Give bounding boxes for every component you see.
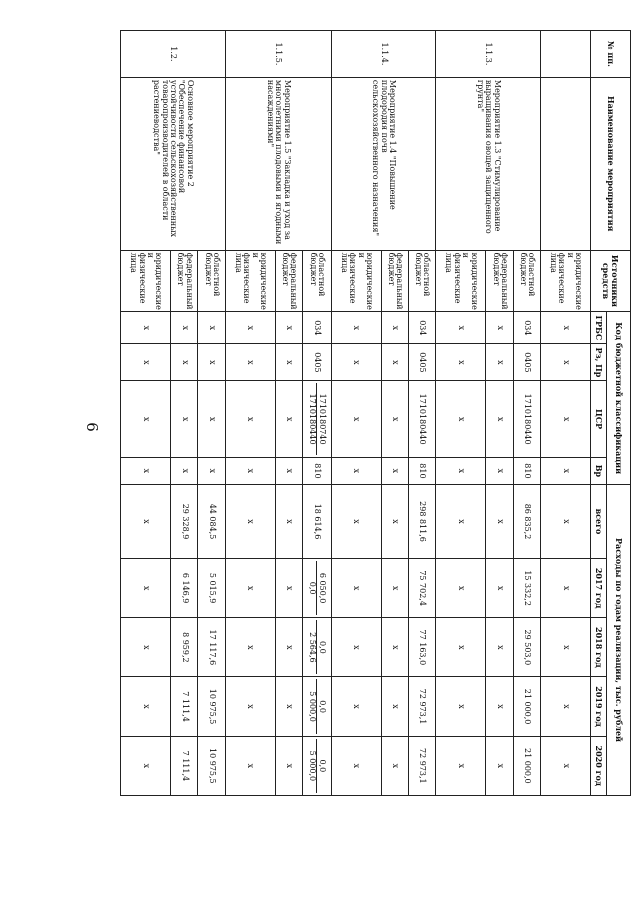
funding-source: федеральный бюджет bbox=[275, 250, 302, 312]
cell-y2019-line1: 0,0 bbox=[317, 700, 327, 713]
cell-y2018: x bbox=[381, 618, 408, 677]
cell-y2019: 7 111,4 bbox=[171, 677, 198, 736]
cell-vr: 810 bbox=[303, 457, 332, 484]
cell-total: x bbox=[225, 485, 275, 559]
header-rzpr: Рз, Пр bbox=[591, 344, 607, 381]
cell-y2017: 5 015,9 bbox=[198, 559, 225, 618]
cell-rzpr: 0405 bbox=[513, 344, 540, 381]
cell-y2017: 6 146,9 bbox=[171, 559, 198, 618]
cell-rzpr: x bbox=[540, 344, 590, 381]
cell-total: 44 084,5 bbox=[198, 485, 225, 559]
cell-csr: x bbox=[171, 381, 198, 457]
cell-grbs: x bbox=[381, 312, 408, 344]
cell-y2020: x bbox=[486, 736, 513, 795]
cell-csr: x bbox=[198, 381, 225, 457]
cell-y2018: x bbox=[486, 618, 513, 677]
cell-vr: x bbox=[198, 457, 225, 484]
cell-total: 86 835,2 bbox=[513, 485, 540, 559]
header-code: Код бюджетной классификации bbox=[607, 312, 631, 485]
cell-rzpr: 0405 bbox=[409, 344, 436, 381]
header-source: Источники средств bbox=[591, 250, 631, 312]
cell-grbs: x bbox=[198, 312, 225, 344]
cell-csr: 1710180440 bbox=[409, 381, 436, 457]
cell-y2017: x bbox=[486, 559, 513, 618]
cell-rzpr: 0405 bbox=[303, 344, 332, 381]
header-no: № пп. bbox=[591, 31, 631, 78]
cell-grbs: 034 bbox=[303, 312, 332, 344]
table-row bbox=[198, 31, 225, 796]
cell-csr: x bbox=[331, 381, 381, 457]
cell-rzpr: x bbox=[275, 344, 302, 381]
funding-source: юридические и физические лица bbox=[225, 250, 275, 312]
cell-csr: x bbox=[540, 381, 590, 457]
cell-total: x bbox=[121, 485, 171, 559]
cell-y2018-line2: 2 564,6 bbox=[308, 620, 317, 674]
cell-y2017: x bbox=[121, 559, 171, 618]
cell-y2017 bbox=[303, 559, 332, 618]
cell-vr: 810 bbox=[513, 457, 540, 484]
page-number: 6 bbox=[83, 422, 101, 432]
cell-csr: x bbox=[275, 381, 302, 457]
cell-csr-line2: 1710180440 bbox=[308, 383, 317, 454]
cell-y2020: x bbox=[381, 736, 408, 795]
cell-y2018: 77 163,0 bbox=[409, 618, 436, 677]
cell-y2020: 21 000,0 bbox=[513, 736, 540, 795]
funding-source: юридические и физические лица bbox=[331, 250, 381, 312]
rotated-table-container bbox=[120, 30, 631, 796]
funding-source: областной бюджет bbox=[513, 250, 540, 312]
cell-y2017: 75 702,4 bbox=[409, 559, 436, 618]
cell-rzpr: x bbox=[486, 344, 513, 381]
cell-total: 298 811,6 bbox=[409, 485, 436, 559]
cell-vr: 810 bbox=[409, 457, 436, 484]
cell-y2020: x bbox=[540, 736, 590, 795]
cell-y2020: 10 975,5 bbox=[198, 736, 225, 795]
measure-name: Мероприятие 1.3 "Стимулирование выращивания овощей защищенного грунта" bbox=[436, 77, 541, 250]
cell-y2019: x bbox=[275, 677, 302, 736]
cell-csr: 1710180440 bbox=[513, 381, 540, 457]
cell-csr: x bbox=[225, 381, 275, 457]
funding-source: федеральный бюджет bbox=[486, 250, 513, 312]
cell-vr: x bbox=[486, 457, 513, 484]
cell-y2018 bbox=[303, 618, 332, 677]
cell-csr: x bbox=[436, 381, 486, 457]
row-number: 1.1.5. bbox=[225, 31, 331, 78]
cell-csr bbox=[303, 381, 332, 457]
table-body bbox=[121, 31, 591, 796]
table-row bbox=[409, 31, 436, 796]
measure-name: Мероприятие 1.5 "Закладка и уход за многолетними плодовыми и ягодными насаждениями" bbox=[225, 77, 331, 250]
header-grbs: ГРБС bbox=[591, 312, 607, 344]
cell-y2020: x bbox=[121, 736, 171, 795]
cell-y2018: x bbox=[225, 618, 275, 677]
cell-y2020-line1: 0,0 bbox=[317, 759, 327, 773]
header-total: всего bbox=[591, 485, 607, 559]
funding-source: юридические и физические лица bbox=[540, 250, 590, 312]
header-expenses: Расходы по годам реализации, тыс. рублей bbox=[607, 485, 631, 796]
cell-y2018: x bbox=[540, 618, 590, 677]
funding-source: федеральный бюджет bbox=[171, 250, 198, 312]
cell-grbs: x bbox=[121, 312, 171, 344]
cell-rzpr: x bbox=[121, 344, 171, 381]
cell-total: x bbox=[436, 485, 486, 559]
header-name: Наименование мероприятия bbox=[591, 77, 631, 250]
cell-y2017-line2: 0,0 bbox=[308, 561, 317, 615]
cell-grbs: 034 bbox=[513, 312, 540, 344]
row-number bbox=[540, 31, 590, 78]
cell-rzpr: x bbox=[381, 344, 408, 381]
cell-y2017: x bbox=[331, 559, 381, 618]
cell-y2019-line2: 5 000,0 bbox=[308, 679, 317, 733]
header-vr: Вр bbox=[591, 457, 607, 484]
cell-y2018: x bbox=[121, 618, 171, 677]
cell-y2019: x bbox=[225, 677, 275, 736]
cell-rzpr: x bbox=[171, 344, 198, 381]
cell-total: x bbox=[331, 485, 381, 559]
cell-y2020: x bbox=[436, 736, 486, 795]
cell-y2019: x bbox=[331, 677, 381, 736]
cell-grbs: x bbox=[540, 312, 590, 344]
cell-rzpr: x bbox=[331, 344, 381, 381]
measure-name bbox=[540, 77, 590, 250]
funding-source: юридические и физические лица bbox=[121, 250, 171, 312]
cell-y2019: x bbox=[436, 677, 486, 736]
cell-csr: x bbox=[121, 381, 171, 457]
cell-y2020: 72 973,1 bbox=[409, 736, 436, 795]
cell-y2017: x bbox=[436, 559, 486, 618]
cell-y2017: x bbox=[381, 559, 408, 618]
cell-y2018: 29 503,0 bbox=[513, 618, 540, 677]
cell-y2017: 15 332,2 bbox=[513, 559, 540, 618]
measure-name: Мероприятие 1.4 "Повышение плодородия почв сельскохозяйственного назначения" bbox=[331, 77, 436, 250]
cell-grbs: x bbox=[436, 312, 486, 344]
cell-y2019 bbox=[303, 677, 332, 736]
measure-name: Основное мероприятие 2 "Обеспечение финансовой устойчивости сельскохозяйственных товаропроизводителей в области растениеводства" bbox=[121, 77, 226, 250]
funding-source: областной бюджет bbox=[198, 250, 225, 312]
cell-grbs: x bbox=[331, 312, 381, 344]
header-2017: 2017 год bbox=[591, 559, 607, 618]
cell-y2018: 17 117,6 bbox=[198, 618, 225, 677]
header-2020: 2020 год bbox=[591, 736, 607, 795]
cell-total: 18 614,6 bbox=[303, 485, 332, 559]
cell-grbs: 034 bbox=[409, 312, 436, 344]
cell-y2017: x bbox=[275, 559, 302, 618]
cell-y2019: 72 973,1 bbox=[409, 677, 436, 736]
cell-y2020: x bbox=[275, 736, 302, 795]
cell-y2017-line1: 6 050,0 bbox=[317, 572, 327, 604]
funding-source: юридические и физические лица bbox=[436, 250, 486, 312]
cell-rzpr: x bbox=[436, 344, 486, 381]
funding-source: федеральный бюджет bbox=[381, 250, 408, 312]
cell-y2020: x bbox=[225, 736, 275, 795]
row-number: 1.2. bbox=[121, 31, 226, 78]
cell-y2019: 10 975,5 bbox=[198, 677, 225, 736]
cell-total: 29 328,9 bbox=[171, 485, 198, 559]
cell-grbs: x bbox=[275, 312, 302, 344]
cell-y2017: x bbox=[225, 559, 275, 618]
cell-vr: x bbox=[540, 457, 590, 484]
cell-y2019: x bbox=[540, 677, 590, 736]
cell-y2019: 21 000,0 bbox=[513, 677, 540, 736]
cell-y2018: x bbox=[436, 618, 486, 677]
cell-csr-line1: 1710180740 bbox=[317, 393, 327, 445]
table-row bbox=[303, 31, 332, 796]
table-row bbox=[513, 31, 540, 796]
funding-source: областной бюджет bbox=[303, 250, 332, 312]
funding-source: областной бюджет bbox=[409, 250, 436, 312]
cell-y2018: x bbox=[275, 618, 302, 677]
cell-y2020: 7 111,4 bbox=[171, 736, 198, 795]
cell-vr: x bbox=[381, 457, 408, 484]
table-row bbox=[540, 31, 590, 796]
cell-total: x bbox=[275, 485, 302, 559]
cell-y2019: x bbox=[121, 677, 171, 736]
cell-y2020: x bbox=[331, 736, 381, 795]
cell-csr: x bbox=[381, 381, 408, 457]
header-csr: ЦСР bbox=[591, 381, 607, 457]
expenses-table bbox=[120, 30, 631, 796]
cell-grbs: x bbox=[225, 312, 275, 344]
cell-csr: x bbox=[486, 381, 513, 457]
row-number: 1.1.4. bbox=[331, 31, 436, 78]
cell-vr: x bbox=[121, 457, 171, 484]
row-number: 1.1.3. bbox=[436, 31, 541, 78]
cell-vr: x bbox=[331, 457, 381, 484]
cell-y2018-line1: 0,0 bbox=[317, 640, 327, 654]
cell-y2019: x bbox=[381, 677, 408, 736]
cell-vr: x bbox=[275, 457, 302, 484]
cell-y2020-line2: 5 000,0 bbox=[308, 739, 317, 793]
cell-total: x bbox=[540, 485, 590, 559]
header-2018: 2018 год bbox=[591, 618, 607, 677]
cell-vr: x bbox=[171, 457, 198, 484]
cell-y2019: x bbox=[486, 677, 513, 736]
cell-vr: x bbox=[225, 457, 275, 484]
cell-rzpr: x bbox=[225, 344, 275, 381]
cell-rzpr: x bbox=[198, 344, 225, 381]
cell-total: x bbox=[381, 485, 408, 559]
cell-y2018: 8 959,2 bbox=[171, 618, 198, 677]
cell-vr: x bbox=[436, 457, 486, 484]
cell-total: x bbox=[486, 485, 513, 559]
cell-grbs: x bbox=[171, 312, 198, 344]
cell-grbs: x bbox=[486, 312, 513, 344]
cell-y2020 bbox=[303, 736, 332, 795]
cell-y2018: x bbox=[331, 618, 381, 677]
cell-y2017: x bbox=[540, 559, 590, 618]
header-2019: 2019 год bbox=[591, 677, 607, 736]
